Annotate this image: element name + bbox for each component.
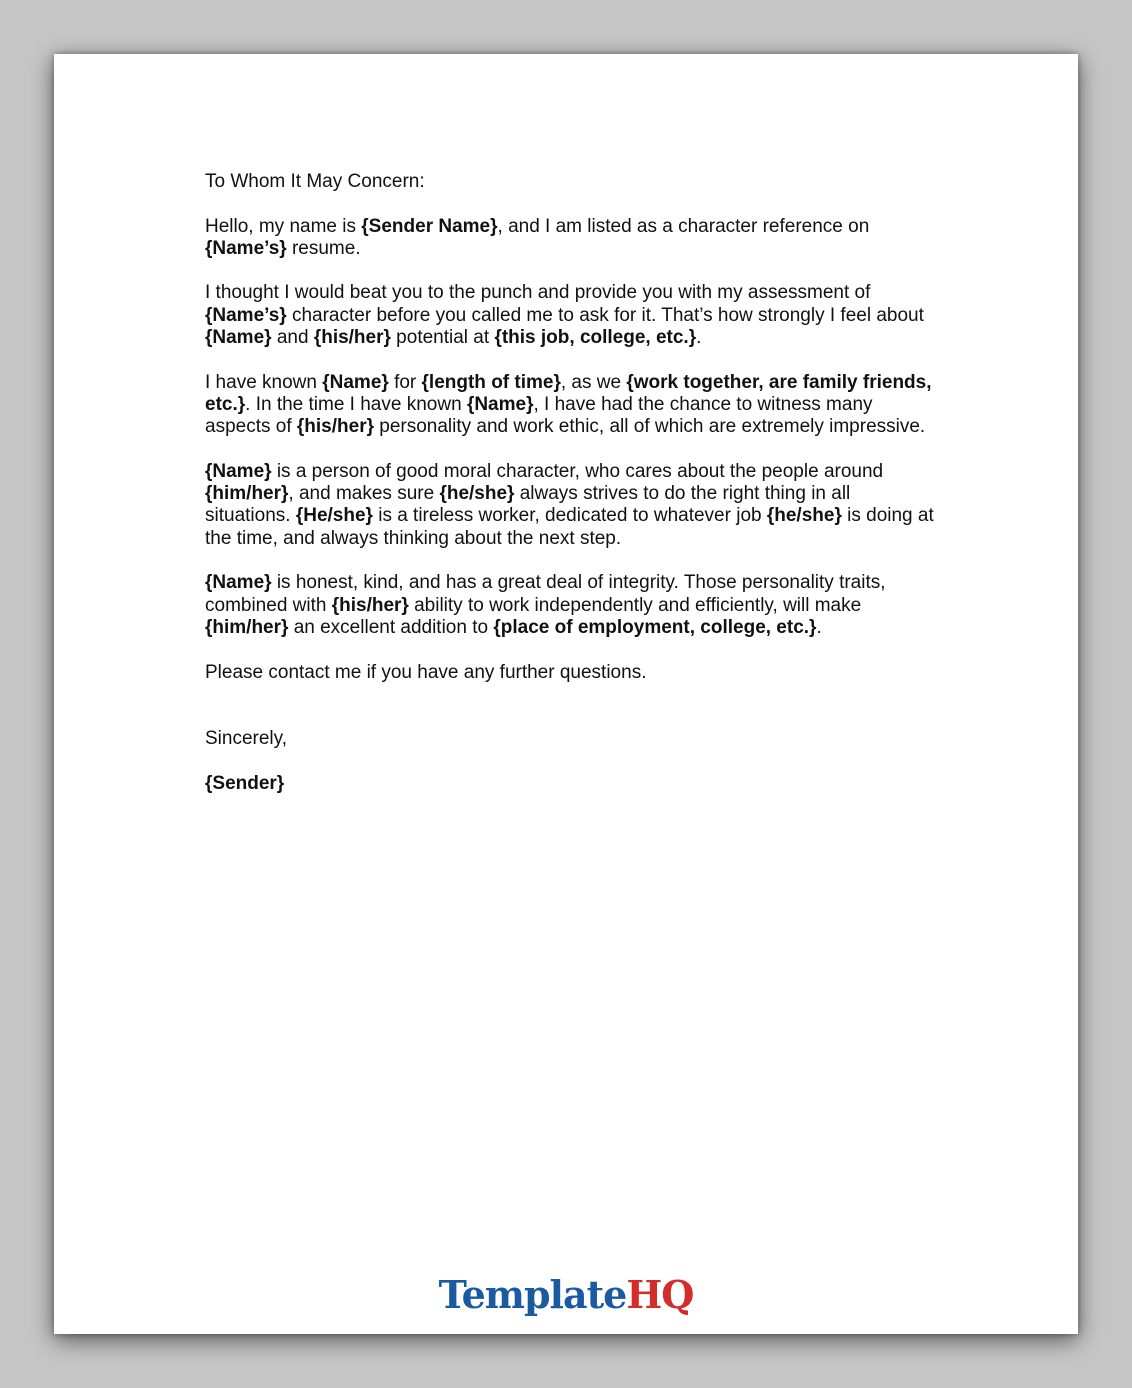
text-run: always strives to do the right thing in all situations. [205, 483, 851, 527]
text-run: I have known [205, 371, 323, 393]
templatehq-logo [54, 1272, 1078, 1317]
text-run: . [696, 327, 702, 349]
paragraph-traits [205, 572, 935, 639]
text-run: ability to work independently and efficiently, will make [408, 594, 862, 616]
placeholder-field: {him/her} [205, 483, 289, 505]
salutation: To Whom It May Concern: [205, 171, 425, 192]
placeholder-field: {his/her} [331, 594, 409, 616]
text-run: . In the time I have known [245, 393, 467, 415]
logo-hq-text: HQ [626, 1272, 694, 1317]
text-run: is honest, kind, and has a great deal of integrity. Those personality traits, combined with [205, 572, 886, 616]
text-run: I thought I would beat you to the punch and provide you with my assessment of [205, 282, 871, 304]
placeholder-field: {Name} [466, 393, 534, 415]
text-run: is a tireless worker, dedicated to whatever job [372, 505, 767, 527]
placeholder-field: {his/her} [313, 327, 391, 349]
placeholder-field: {this job, college, etc.} [494, 327, 697, 349]
text-run: Hello, my name is [205, 215, 362, 237]
text-run: is a person of good moral character, who cares about the people around [271, 460, 884, 482]
text-run: , as we [560, 371, 627, 393]
closing: Sincerely, [205, 728, 288, 750]
placeholder-field: {length of time} [421, 371, 561, 393]
placeholder-field: {Sender Name} [361, 215, 498, 237]
text-run: , and makes sure [288, 483, 440, 505]
text-run: . [816, 616, 822, 638]
text-run: for [388, 371, 422, 393]
placeholder-field: {work together, are family friends, etc.} [205, 371, 932, 415]
signature [205, 773, 935, 795]
placeholder-field: {Name} [322, 371, 389, 393]
text-run: is doing at the time, and always thinking about the next step. [205, 505, 934, 549]
text-run: character before you called me to ask for it. That’s how strongly I feel about [286, 304, 924, 326]
text-run: resume. [286, 237, 361, 259]
placeholder-field: {He/she} [295, 505, 373, 527]
text-run: , I have had the chance to witness many aspects of [205, 393, 873, 438]
text-run: potential at [390, 327, 495, 349]
placeholder-field: {Name} [205, 460, 272, 482]
text-run: an excellent addition to [288, 616, 494, 638]
paragraph-assessment [205, 282, 935, 349]
placeholder-field: {he/she} [766, 505, 842, 527]
placeholder-field: {place of employment, college, etc.} [493, 616, 817, 638]
text-run: personality and work ethic, all of which are extremely impressive. [373, 416, 926, 438]
placeholder-field: {Name’s} [205, 304, 287, 326]
letter-body [205, 171, 935, 818]
placeholder-field: {his/her} [296, 416, 374, 438]
document-page [54, 54, 1078, 1334]
paragraph-contact: Please contact me if you have any further questions. [205, 661, 647, 683]
text-run: and [271, 327, 314, 349]
text-run: , and I am listed as a character reference on [497, 215, 870, 237]
paragraph-character [205, 461, 935, 550]
placeholder-field: {he/she} [439, 483, 515, 505]
logo-template-text: Template [438, 1272, 627, 1317]
paragraph-intro [205, 216, 935, 261]
paragraph-relationship [205, 372, 935, 439]
placeholder-field: {Name} [205, 572, 272, 594]
placeholder-field: {Name’s} [205, 237, 287, 259]
placeholder-field: {Sender} [205, 773, 285, 795]
placeholder-field: {him/her} [205, 616, 289, 638]
placeholder-field: {Name} [205, 327, 272, 349]
